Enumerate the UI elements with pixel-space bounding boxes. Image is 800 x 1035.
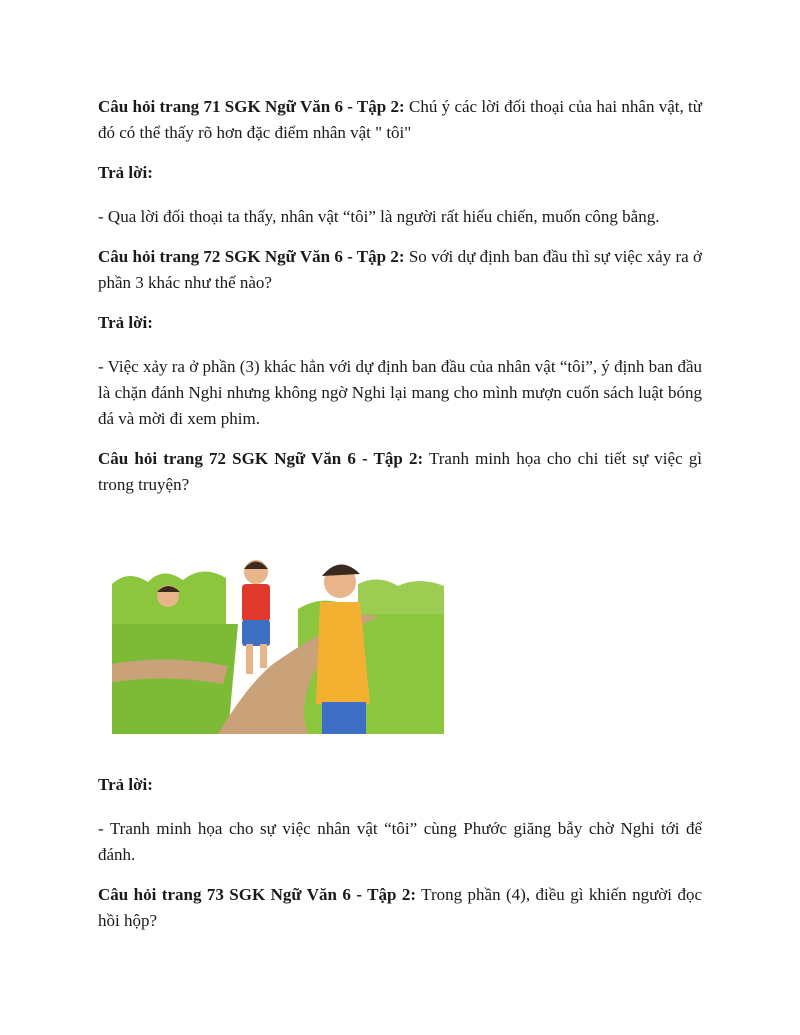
story-illustration xyxy=(108,514,468,746)
document-page xyxy=(98,94,702,948)
answer-label: Trả lời: xyxy=(98,163,153,182)
question-label: Câu hỏi trang 72 SGK Ngữ Văn 6 - Tập 2: xyxy=(98,449,424,468)
answer-label: Trả lời: xyxy=(98,775,153,794)
question-2 xyxy=(98,244,702,296)
red-shirt xyxy=(242,584,270,622)
question-4 xyxy=(98,882,702,934)
answer-text: - Tranh minh họa cho sự việc nhân vật “tôi” cùng Phước giăng bẫy chờ Nghi tới để đánh. xyxy=(98,819,702,864)
question-label: Câu hỏi trang 73 SGK Ngữ Văn 6 - Tập 2: xyxy=(98,885,417,904)
question-text: Chú ý các lời đối thoại của hai nhân vật, từ đó có thể thấy rõ hơn đặc điểm nhân vật " tôi" xyxy=(98,97,702,142)
yellow-boy-pants xyxy=(322,702,366,734)
red-boy-leg-right xyxy=(260,644,267,668)
question-1 xyxy=(98,94,702,146)
red-boy-leg-left xyxy=(246,644,253,674)
question-label: Câu hỏi trang 71 SGK Ngữ Văn 6 - Tập 2: xyxy=(98,97,405,116)
question-text: So với dự định ban đầu thì sự việc xảy ra ở phần 3 khác như thế nào? xyxy=(98,247,702,292)
answer-text: - Việc xảy ra ở phần (3) khác hẳn với dự định ban đầu của nhân vật “tôi”, ý định ban đầu là chặn đánh Nghi nhưng không ngờ Nghi lại mang cho mình mượn cuốn sách luật bóng đá và mời đi xem phim. xyxy=(98,357,702,428)
illustration-svg xyxy=(108,514,448,734)
answer-label: Trả lời: xyxy=(98,313,153,332)
answer-text: - Qua lời đối thoại ta thấy, nhân vật “tôi” là người rất hiếu chiến, muốn công bằng. xyxy=(98,207,660,226)
question-label: Câu hỏi trang 72 SGK Ngữ Văn 6 - Tập 2: xyxy=(98,247,405,266)
question-text: Tranh minh họa cho chi tiết sự việc gì trong truyện? xyxy=(98,449,702,494)
blue-shorts xyxy=(242,620,270,646)
question-text: Trong phần (4), điều gì khiến người đọc hồi hộp? xyxy=(98,885,702,930)
question-3 xyxy=(98,446,702,498)
bush-right xyxy=(358,579,444,614)
